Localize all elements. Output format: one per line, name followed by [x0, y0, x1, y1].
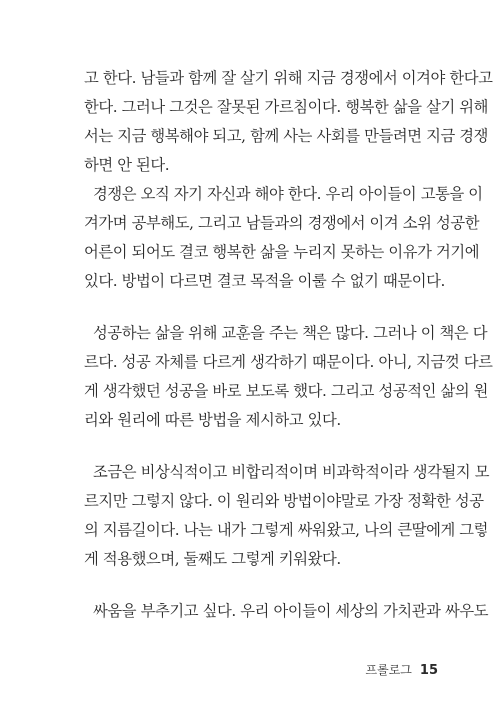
text-line: 조금은 비상식적이고 비합리적이며 비과학적이라 생각될지 모	[93, 463, 490, 481]
running-footer-section: 프롤로그	[365, 663, 412, 677]
text-line: 르다. 성공 자체를 다르게 생각하기 때문이다. 아니, 지금껏 다르	[84, 353, 493, 371]
text-line: 싸움을 부추기고 싶다. 우리 아이들이 세상의 가치관과 싸우도	[93, 602, 489, 620]
text-line: 서는 지금 행복해야 되고, 함께 사는 사회를 만들려면 지금 경쟁	[84, 127, 489, 145]
text-line: 의 지름길이다. 나는 내가 그렇게 싸워왔고, 나의 큰딸에게 그렇	[84, 521, 489, 539]
text-line: 겨가며 공부해도, 그리고 남들과의 경쟁에서 이겨 소위 성공한	[84, 214, 480, 232]
text-line: 하면 안 된다.	[84, 156, 170, 174]
text-line: 어른이 되어도 결코 행복한 삶을 누리지 못하는 이유가 거기에	[84, 243, 480, 261]
text-line: 성공하는 삶을 위해 교훈을 주는 책은 많다. 그러나 이 책은 다	[93, 324, 488, 342]
text-line: 있다. 방법이 다르면 결코 목적을 이룰 수 없기 때문이다.	[84, 272, 445, 290]
text-line: 리와 원리에 따른 방법을 제시하고 있다.	[84, 411, 341, 429]
text-line: 르지만 그렇지 않다. 이 원리와 방법이야말로 가장 정확한 성공	[84, 492, 484, 510]
text-line: 한다. 그러나 그것은 잘못된 가르침이다. 행복한 삶을 살기 위해	[84, 98, 489, 116]
text-line: 게 생각했던 성공을 바로 보도록 했다. 그리고 성공적인 삶의 원	[84, 382, 489, 400]
text-line: 게 적용했으며, 둘째도 그렇게 키워왔다.	[84, 550, 341, 568]
text-line: 경쟁은 오직 자기 자신과 해야 한다. 우리 아이들이 고통을 이	[93, 185, 483, 203]
text-line: 고 한다. 남들과 함께 잘 살기 위해 지금 경쟁에서 이겨야 한다고	[84, 69, 493, 87]
page-number: 15	[419, 663, 438, 678]
page-footer	[366, 662, 438, 679]
